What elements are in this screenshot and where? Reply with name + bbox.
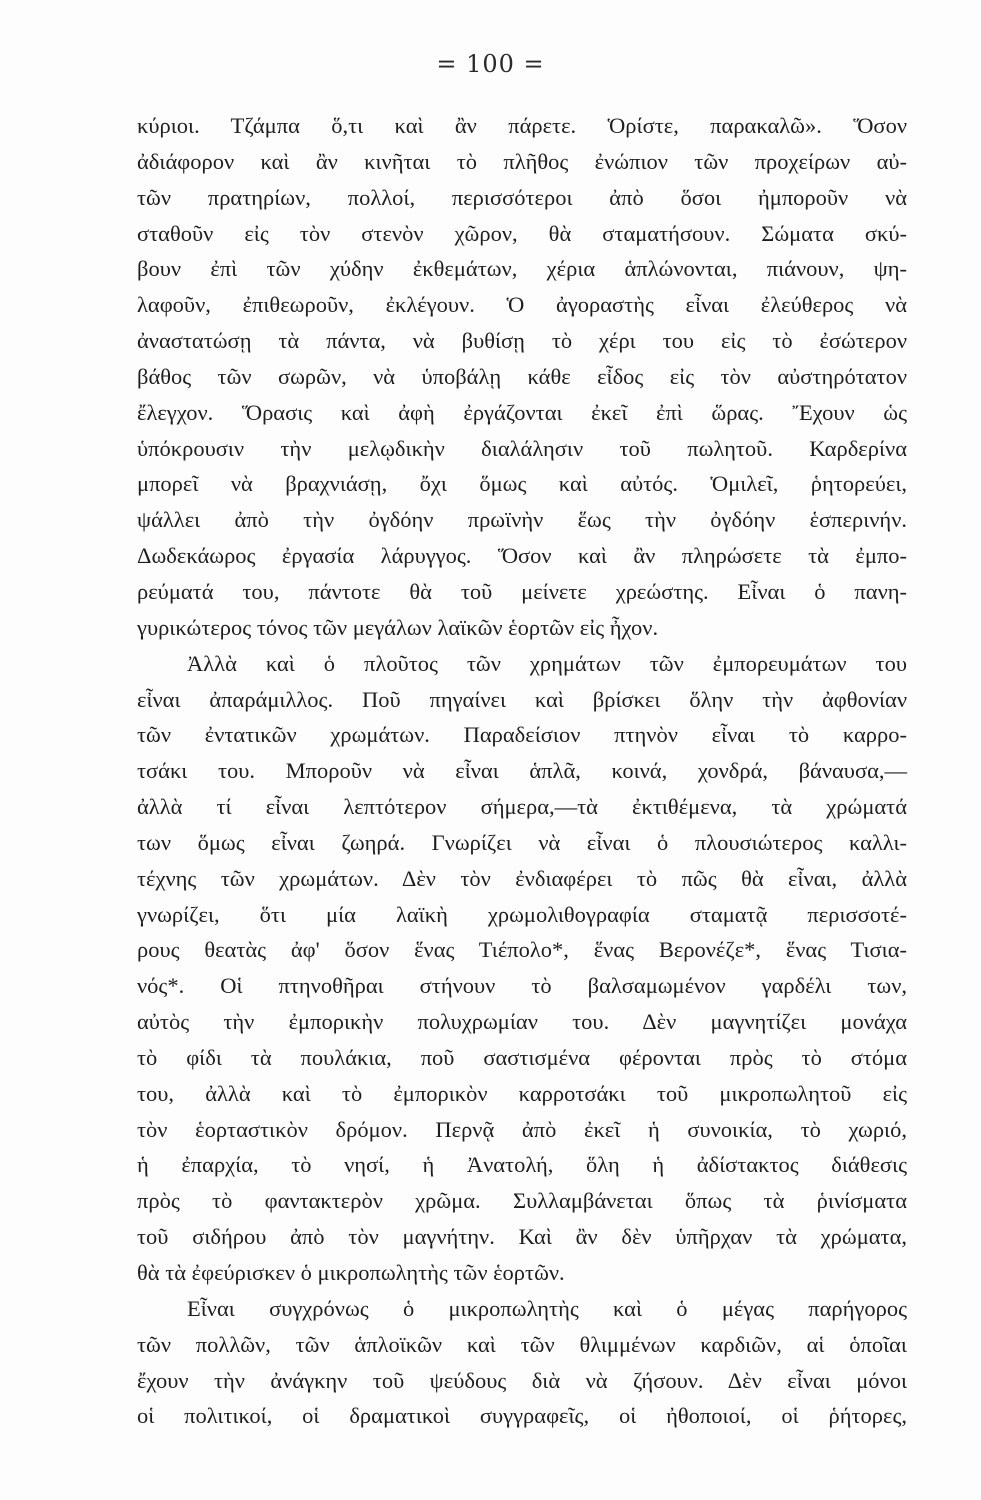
text-line: ρεύματά του, πάντοτε θὰ τοῦ μείνετε χρεώστης. Εἶναι ὁ πανη- [137, 578, 907, 604]
text-line: των ὅμως εἶναι ζωηρά. Γνωρίζει νὰ εἶναι ὁ πλουσιώτερος καλλι- [137, 829, 907, 855]
text-line: σταθοῦν εἰς τὸν στενὸν χῶρον, θὰ σταματήσουν. Σώματα σκύ- [137, 220, 907, 246]
text-line: οἱ πολιτικοί, οἱ δραματικοὶ συγγραφεῖς, οἱ ἠθοποιοί, οἱ ῥήτορες, [137, 1403, 907, 1429]
body-text [137, 108, 907, 1434]
page-number: = 100 = [436, 50, 545, 78]
text-line: πρὸς τὸ φαντακτερὸν χρῶμα. Συλλαμβάνεται ὅπως τὰ ῥινίσματα [137, 1188, 907, 1214]
text-line: Εἶναι συγχρόνως ὁ μικροπωλητὴς καὶ ὁ μέγας παρήγορος [187, 1295, 907, 1321]
text-line: ἔχουν τὴν ἀνάγκην τοῦ ψεύδους διὰ νὰ ζήσουν. Δὲν εἶναι μόνοι [137, 1367, 907, 1393]
text-line: γνωρίζει, ὅτι μία λαϊκὴ χρωμολιθογραφία σταματᾷ περισσοτέ- [137, 901, 907, 927]
text-line: τσάκι του. Μποροῦν νὰ εἶναι ἁπλᾶ, κοινά, χονδρά, βάναυσα,— [137, 758, 907, 784]
text-line: τέχνης τῶν χρωμάτων. Δὲν τὸν ἐνδιαφέρει τὸ πῶς θὰ εἶναι, ἀλλὰ [137, 865, 907, 891]
text-line: Δωδεκάωρος ἐργασία λάρυγγος. Ὅσον καὶ ἂν πληρώσετε τὰ ἐμπο- [137, 543, 907, 569]
text-line: μπορεῖ νὰ βραχνιάσῃ, ὄχι ὅμως καὶ αὐτός. Ὁμιλεῖ, ῥητορεύει, [137, 471, 907, 497]
text-line: βουν ἐπὶ τῶν χύδην ἐκθεμάτων, χέρια ἁπλώνονται, πιάνουν, ψη- [137, 256, 907, 282]
text-line: ἔλεγχον. Ὅρασις καὶ ἀφὴ ἐργάζονται ἐκεῖ ἐπὶ ὥρας. Ἔχουν ὡς [137, 399, 907, 425]
text-line: τοῦ σιδήρου ἀπὸ τὸν μαγνήτην. Καὶ ἂν δὲν ὑπῆρχαν τὰ χρώματα, [137, 1224, 907, 1250]
text-line: τῶν πρατηρίων, πολλοί, περισσότεροι ἀπὸ ὅσοι ἠμποροῦν νὰ [137, 184, 907, 210]
text-line: του, ἀλλὰ καὶ τὸ ἐμπορικὸν καρροτσάκι τοῦ μικροπωλητοῦ εἰς [137, 1080, 907, 1106]
text-line: ἀδιάφορον καὶ ἂν κινῆται τὸ πλῆθος ἐνώπιον τῶν προχείρων αὐ- [137, 148, 907, 174]
text-line: τὸ φίδι τὰ πουλάκια, ποῦ σαστισμένα φέρονται πρὸς τὸ στόμα [137, 1044, 907, 1070]
text-line: γυρικώτερος τόνος τῶν μεγάλων λαϊκῶν ἑορτῶν εἰς ἦχον. [137, 614, 659, 640]
text-line: κύριοι. Τζάμπα ὅ,τι καὶ ἂν πάρετε. Ὁρίστε, παρακαλῶ». Ὅσον [137, 113, 907, 138]
text-line: ἀλλὰ τί εἶναι λεπτότερον σήμερα,—τὰ ἐκτιθέμενα, τὰ χρώματά [137, 794, 907, 820]
text-line: νός*. Οἱ πτηνοθῆραι στήνουν τὸ βαλσαμωμένον γαρδέλι των, [137, 973, 907, 999]
text-line: ρους θεατὰς ἀφ' ὅσον ἕνας Τιέπολο*, ἕνας Βερονέζε*, ἕνας Τισια- [137, 937, 907, 963]
text-line: τὸν ἑορταστικὸν δρόμον. Περνᾷ ἀπὸ ἐκεῖ ἡ συνοικία, τὸ χωριό, [137, 1116, 907, 1142]
text-line: ἡ ἐπαρχία, τὸ νησί, ἡ Ἀνατολή, ὅλη ἡ ἀδίστακτος διάθεσις [137, 1152, 907, 1178]
text-line: ἀναστατώσῃ τὰ πάντα, νὰ βυθίσῃ τὸ χέρι του εἰς τὸ ἐσώτερον [137, 328, 907, 354]
text-line: θὰ τὰ ἐφεύρισκεν ὁ μικροπωλητὴς τῶν ἑορτῶν. [137, 1260, 565, 1285]
text-line: βάθος τῶν σωρῶν, νὰ ὑποβάλῃ κάθε εἶδος εἰς τὸν αὐστηρότατον [137, 363, 907, 389]
text-line: Ἀλλὰ καὶ ὁ πλοῦτος τῶν χρημάτων τῶν ἐμπορευμάτων του [187, 650, 907, 676]
text-line: αὐτὸς τὴν ἐμπορικὴν πολυχρωμίαν του. Δὲν μαγνητίζει μονάχα [137, 1009, 907, 1035]
text-line: τῶν πολλῶν, τῶν ἁπλοϊκῶν καὶ τῶν θλιμμένων καρδιῶν, αἱ ὁποῖαι [137, 1331, 907, 1357]
text-line: εἶναι ἀπαράμιλλος. Ποῦ πηγαίνει καὶ βρίσκει ὅλην τὴν ἀφθονίαν [137, 686, 907, 712]
text-line: ὑπόκρουσιν τὴν μελῳδικὴν διαλάλησιν τοῦ πωλητοῦ. Καρδερίνα [137, 435, 907, 461]
text-line: ψάλλει ἀπὸ τὴν ὀγδόην πρωϊνὴν ἕως τὴν ὀγδόην ἑσπερινήν. [137, 507, 907, 533]
text-line: τῶν ἐντατικῶν χρωμάτων. Παραδείσιον πτηνὸν εἶναι τὸ καρρο- [137, 722, 907, 748]
text-line: λαφοῦν, ἐπιθεωροῦν, ἐκλέγουν. Ὁ ἀγοραστὴς εἶναι ἐλεύθερος νὰ [137, 292, 907, 318]
